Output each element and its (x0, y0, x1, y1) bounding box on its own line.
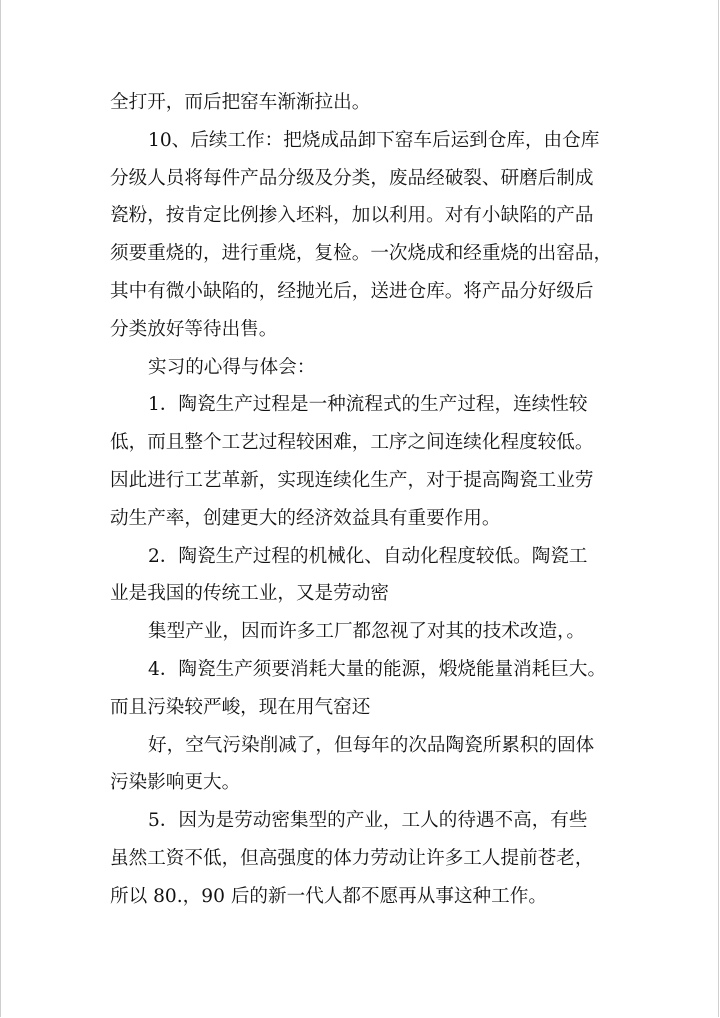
text-line: 低，而且整个工艺过程较困难，工序之间连续化程度较低。 (110, 432, 594, 454)
text-line: 因此进行工艺革新，实现连续化生产，对于提高陶瓷工业劳 (110, 469, 594, 491)
text-line: 其中有微小缺陷的，经抛光后，送进仓库。将产品分好级后 (110, 280, 594, 302)
text-line: 5．因为是劳动密集型的产业，工人的待遇不高，有些 (148, 810, 588, 832)
text-line: 4．陶瓷生产须要消耗大量的能源，煅烧能量消耗巨大。 (148, 658, 607, 680)
text-line: 动生产率，创建更大的经济效益具有重要作用。 (110, 507, 501, 529)
text-line: 污染影响更大。 (110, 772, 241, 794)
text-line: 业是我国的传统工业，又是劳动密 (110, 583, 389, 605)
text-line: 实习的心得与体会： (148, 356, 316, 378)
text-line: 好，空气污染削减了，但每年的次品陶瓷所累积的固体 (148, 734, 595, 756)
text-line: 分级人员将每件产品分级及分类，废品经破裂、研磨后制成 (110, 167, 594, 189)
text-line: 10、后续工作：把烧成品卸下窑车后运到仓库，由仓库 (148, 129, 600, 151)
text-line: 2．陶瓷生产过程的机械化、自动化程度较低。陶瓷工 (148, 545, 588, 567)
text-line: 集型产业，因而许多工厂都忽视了对其的技术改造，。 (148, 621, 585, 643)
text-line: 瓷粉，按肯定比例掺入坯料，加以利用。对有小缺陷的产品 (110, 205, 594, 227)
document-body (110, 84, 613, 916)
text-line: 1．陶瓷生产过程是一种流程式的生产过程，连续性较 (148, 394, 588, 416)
text-line: 所以 80.，90 后的新一代人都不愿再从事这种工作。 (110, 885, 547, 907)
text-line: 分类放好等待出售。 (110, 318, 278, 340)
text-line: 而且污染较严峻，现在用气窑还 (110, 696, 371, 718)
text-line: 全打开，而后把窑车渐渐拉出。 (110, 92, 371, 113)
text-line: 须要重烧的，进行重烧，复检。一次烧成和经重烧的出窑品， (110, 243, 613, 265)
text-line: 虽然工资不低，但高强度的体力劳动让许多工人提前苍老， (110, 847, 594, 869)
